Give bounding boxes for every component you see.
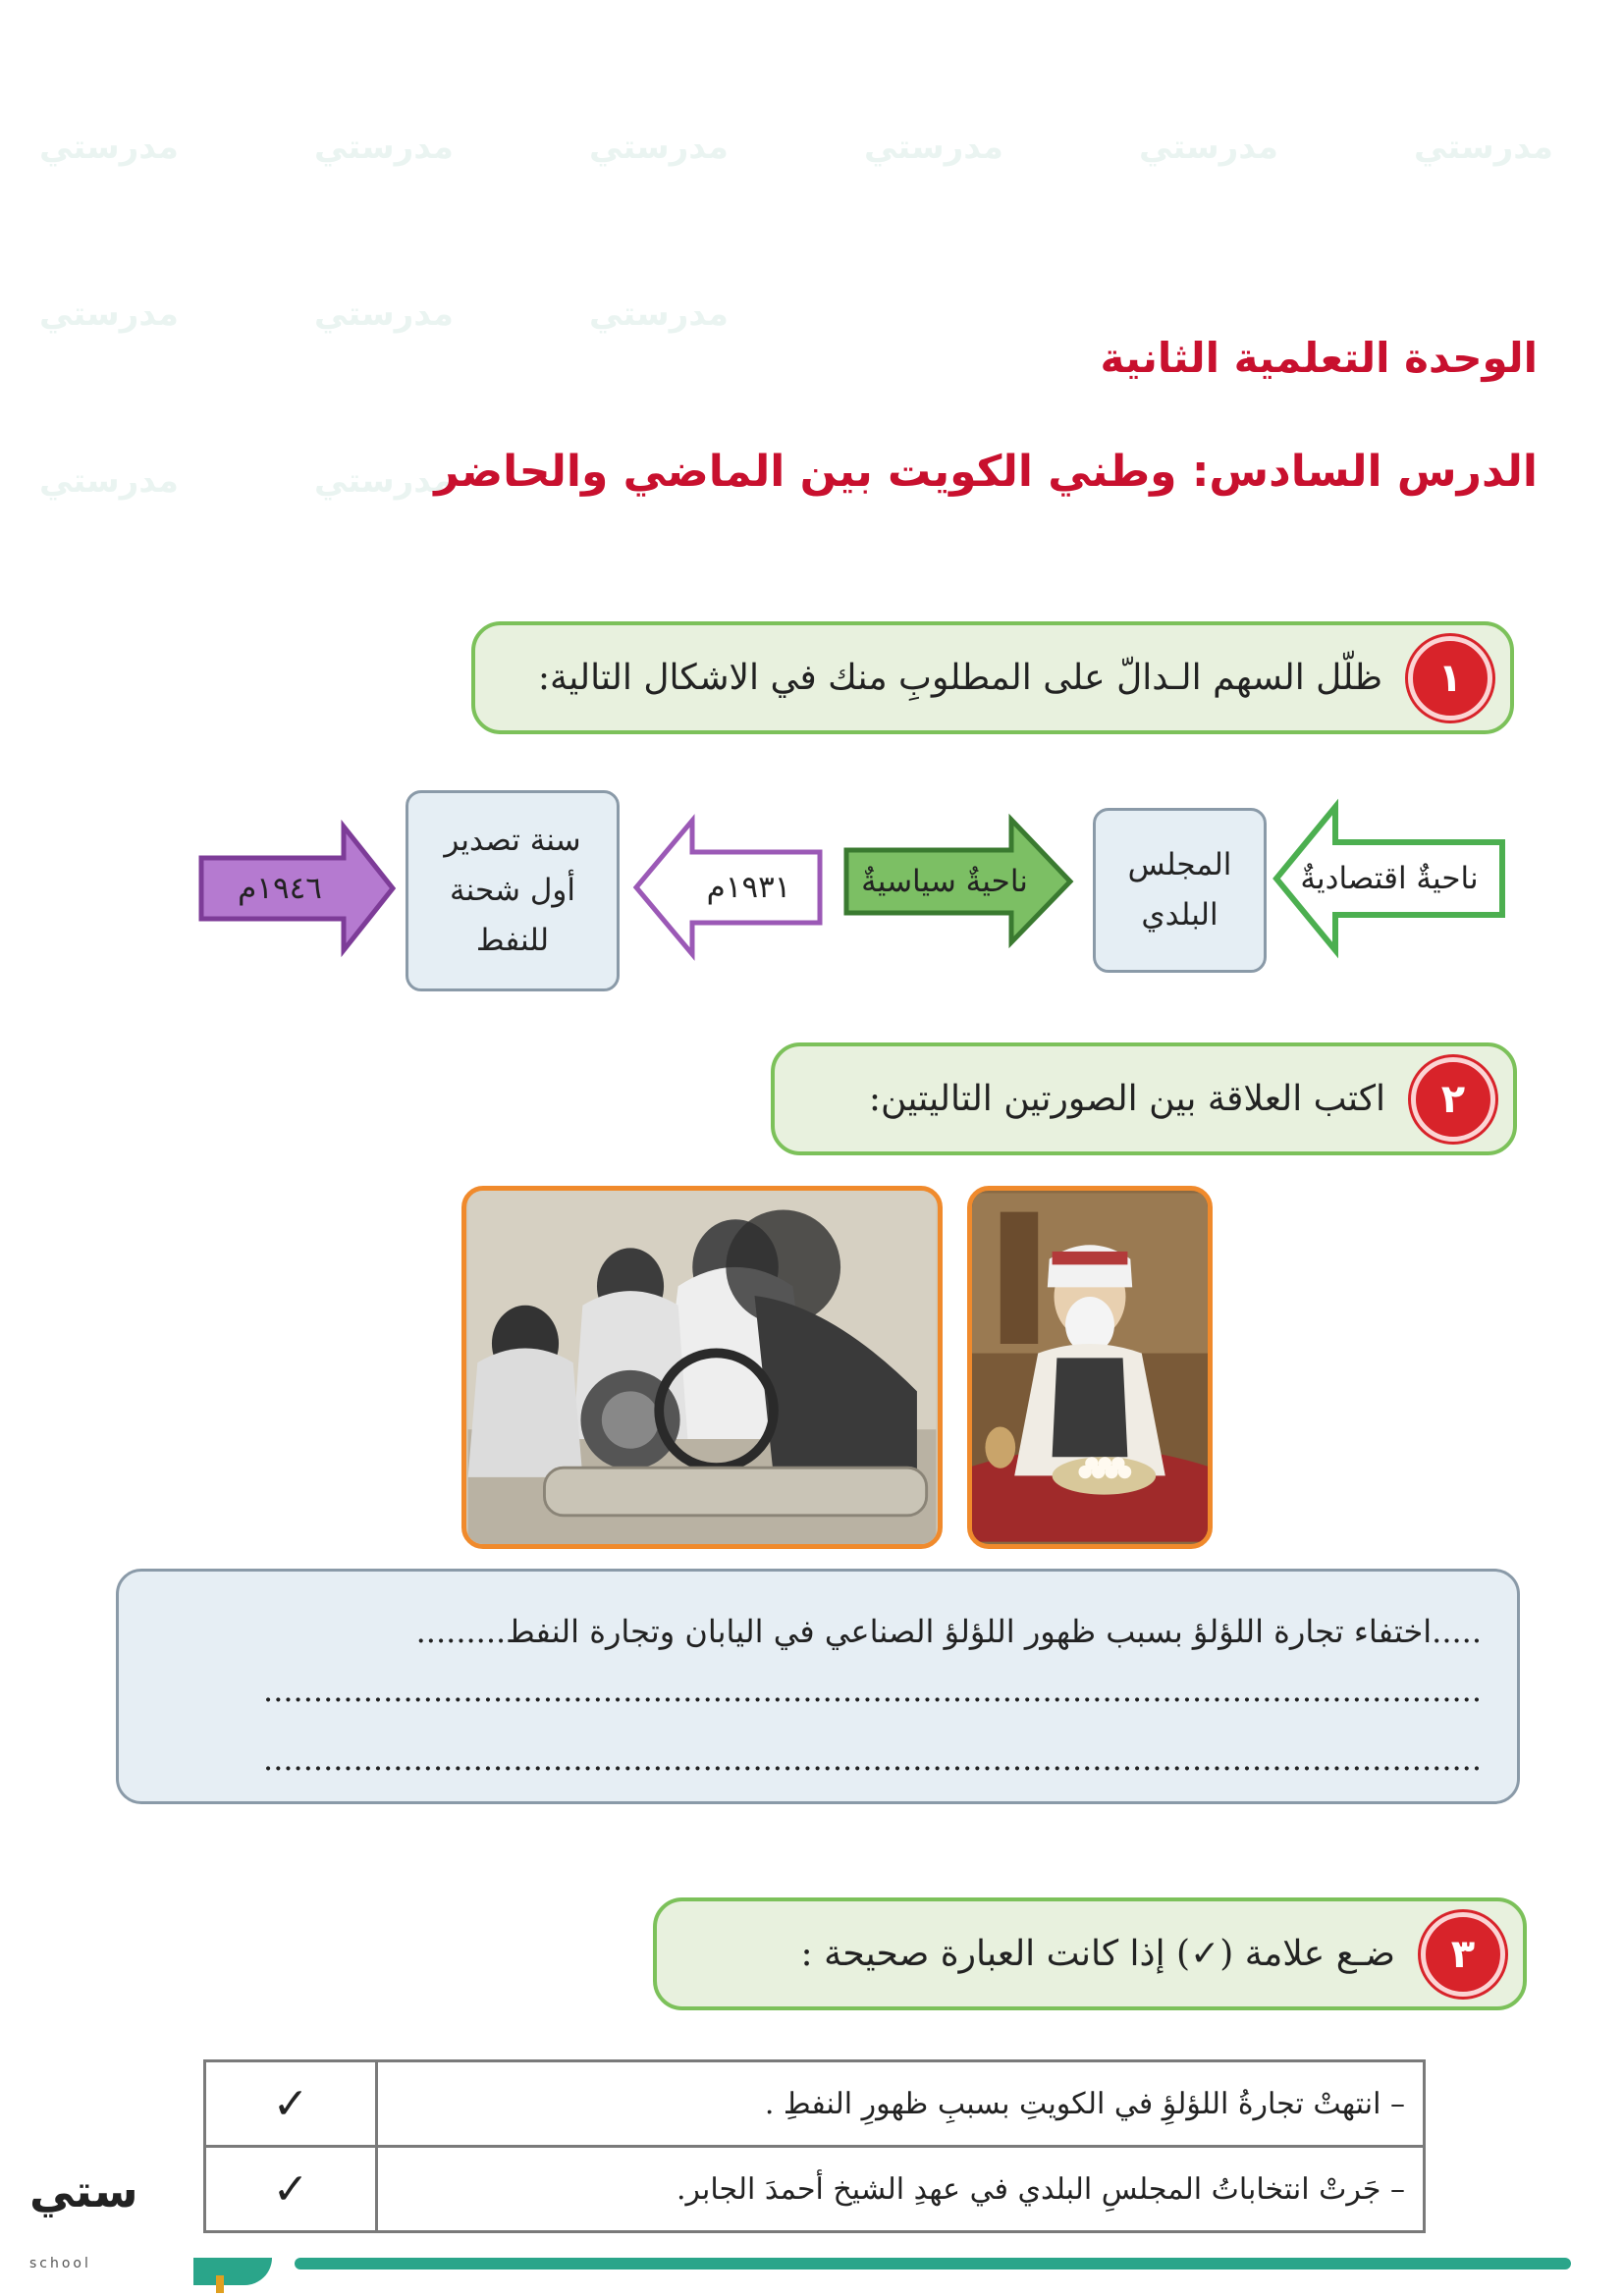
oil-workers-illustration: [466, 1191, 938, 1544]
footer-line: [295, 2258, 1571, 2269]
watermark-text: مدرستي: [864, 128, 1003, 167]
watermark-text: مدرستي: [1414, 128, 1553, 167]
watermark-text: مدرستي: [589, 294, 729, 334]
footer-decoration: [193, 2258, 272, 2285]
answer-line-1[interactable]: .....اختفاء تجارة اللؤلؤ بسبب ظهور اللؤلؤ الصناعي في اليابان وتجارة النفط.........: [415, 1613, 1482, 1650]
watermark-text: مدرستي: [39, 128, 179, 167]
question-3-text: ضـع علامة (✓) إذا كانت العبارة صحيحة :: [800, 1934, 1395, 1974]
answer-box-q2[interactable]: [116, 1569, 1520, 1804]
watermark-text: مدرستي: [314, 128, 454, 167]
question-2-box: [771, 1042, 1517, 1155]
question-number-badge: ٢: [1411, 1057, 1495, 1142]
watermark-text: مدرستي: [1139, 128, 1278, 167]
arrow-1931-label: ١٩٣١م: [706, 870, 791, 905]
watermark-text: مدرستي: [314, 461, 454, 501]
footer-school-text: school: [29, 2256, 91, 2271]
check-mark-cell[interactable]: ✓: [205, 2061, 377, 2147]
question-2-text: اكتب العلاقة بين الصورتين التاليتين:: [868, 1079, 1385, 1119]
question-number-badge: ٣: [1421, 1912, 1505, 1997]
question-1-text: ظلّل السهم الـدالّ على المطلوبِ منك في الاشكال التالية:: [537, 658, 1382, 698]
true-false-table: [203, 2059, 1426, 2233]
arrow-1946-label: ١٩٤٦م: [238, 871, 322, 906]
question-3-box: [653, 1897, 1527, 2010]
arrow-political-label: ناحيةٌ سياسيةٌ: [861, 864, 1028, 899]
box-municipal-council: المجلس البلدي: [1093, 808, 1267, 973]
box-first-oil-shipment: سنة تصدير أول شحنة للنفط: [406, 790, 620, 991]
question-number-badge: ١: [1408, 636, 1492, 721]
answer-line-3[interactable]: ..........................................................................................................................: [263, 1740, 1482, 1778]
photo-pearl-merchant: [967, 1186, 1213, 1549]
photo-oil-workers: [461, 1186, 943, 1549]
arrow-economic-label: ناحيةٌ اقتصاديةٌ: [1300, 861, 1479, 896]
statement-cell: – جَرتْ انتخاباتُ المجلسِ البلدي في عهدِ الشيخ أحمدَ الجابر.: [377, 2147, 1425, 2232]
answer-line-2[interactable]: ..........................................................................................................................: [263, 1672, 1482, 1709]
watermark-text: مدرستي: [589, 128, 729, 167]
unit-title: الوحدة التعلمية الثانية: [1100, 334, 1538, 382]
watermark-text: مدرستي: [39, 461, 179, 501]
watermark-text: مدرستي: [314, 294, 454, 334]
footer-decoration: [216, 2275, 224, 2293]
check-mark-cell[interactable]: ✓: [205, 2147, 377, 2232]
pearl-merchant-illustration: [972, 1191, 1208, 1544]
table-row: [205, 2061, 1425, 2147]
watermark-text: مدرستي: [39, 294, 179, 334]
lesson-title: الدرس السادس: وطني الكويت بين الماضي والحاضر: [434, 447, 1538, 497]
statement-cell: – انتهتْ تجارةُ اللؤلؤِ في الكويتِ بسببِ ظهورِ النفطِ .: [377, 2061, 1425, 2147]
footer-logo: ستي: [29, 2164, 138, 2217]
table-row: [205, 2147, 1425, 2232]
